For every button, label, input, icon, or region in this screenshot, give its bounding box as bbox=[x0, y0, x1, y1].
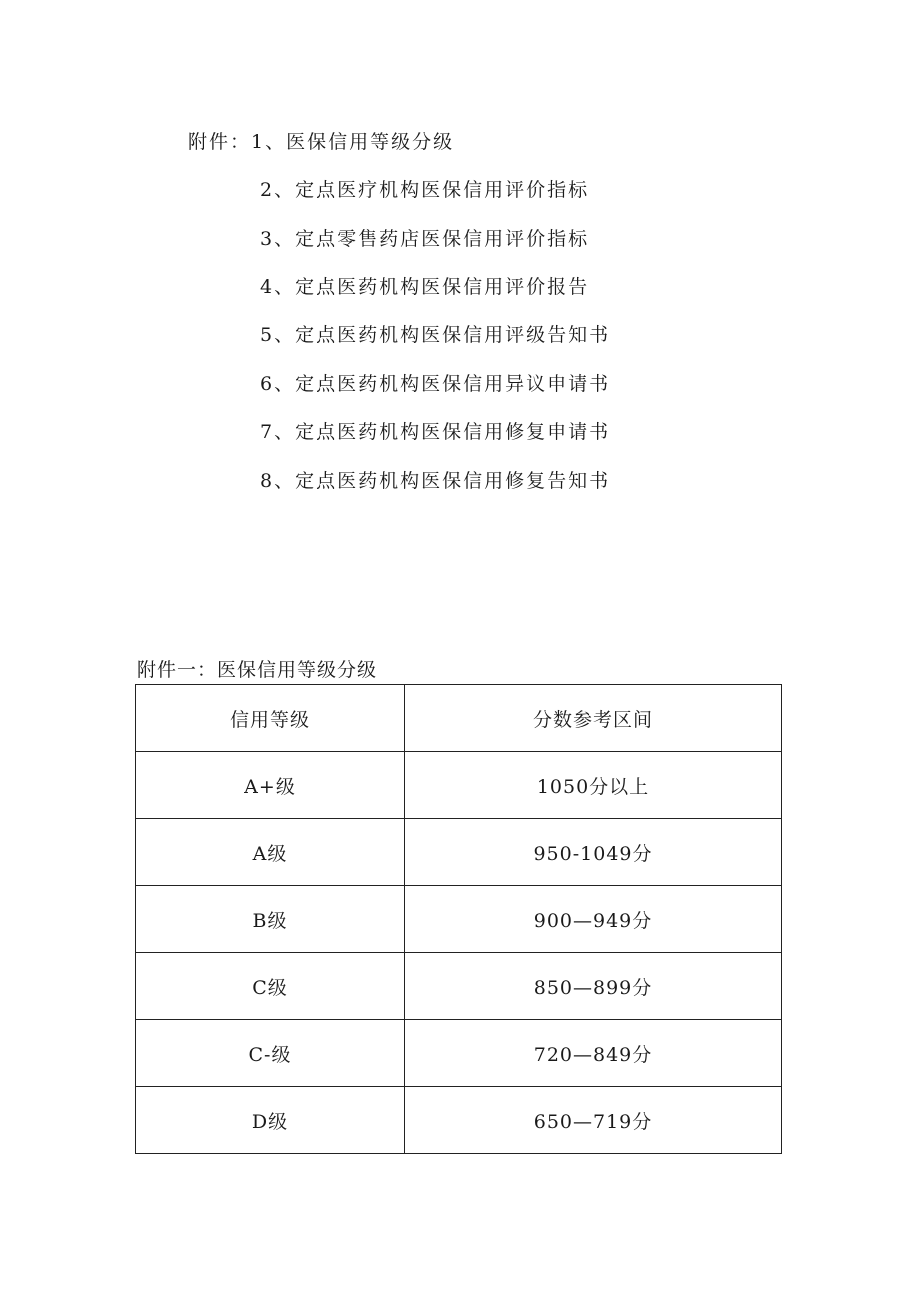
grade-cell: A级 bbox=[136, 819, 405, 886]
grade-cell: A+级 bbox=[136, 752, 405, 819]
score-cell: 650—719分 bbox=[405, 1087, 782, 1154]
attachment-item-5: 5、定点医药机构医保信用评级告知书 bbox=[260, 324, 611, 346]
attachment-item-2: 2、定点医疗机构医保信用评价指标 bbox=[260, 179, 590, 201]
attachment-item-3: 3、定点零售药店医保信用评价指标 bbox=[260, 228, 590, 250]
table-title: 附件一：医保信用等级分级 bbox=[137, 659, 378, 681]
credit-grade-table bbox=[135, 684, 782, 1154]
attachment-item-4: 4、定点医药机构医保信用评价报告 bbox=[260, 276, 590, 298]
score-cell: 1050分以上 bbox=[405, 752, 782, 819]
header-credit-grade: 信用等级 bbox=[136, 685, 405, 752]
score-cell: 900—949分 bbox=[405, 886, 782, 953]
table-row bbox=[136, 1087, 782, 1154]
attachment-item-7: 7、定点医药机构医保信用修复申请书 bbox=[260, 421, 611, 443]
grade-cell: D级 bbox=[136, 1087, 405, 1154]
score-cell: 950-1049分 bbox=[405, 819, 782, 886]
table-row bbox=[136, 953, 782, 1020]
table-row bbox=[136, 819, 782, 886]
grade-cell: C级 bbox=[136, 953, 405, 1020]
grade-cell: C-级 bbox=[136, 1020, 405, 1087]
grade-cell: B级 bbox=[136, 886, 405, 953]
attachment-item-8: 8、定点医药机构医保信用修复告知书 bbox=[260, 470, 611, 492]
table-row bbox=[136, 886, 782, 953]
header-score-range: 分数参考区间 bbox=[405, 685, 782, 752]
score-cell: 720—849分 bbox=[405, 1020, 782, 1087]
table-header-row bbox=[136, 685, 782, 752]
score-cell: 850—899分 bbox=[405, 953, 782, 1020]
table-row bbox=[136, 1020, 782, 1087]
table-row bbox=[136, 752, 782, 819]
attachment-item-6: 6、定点医药机构医保信用异议申请书 bbox=[260, 373, 611, 395]
attachment-item-1: 附件：1、医保信用等级分级 bbox=[188, 131, 455, 153]
